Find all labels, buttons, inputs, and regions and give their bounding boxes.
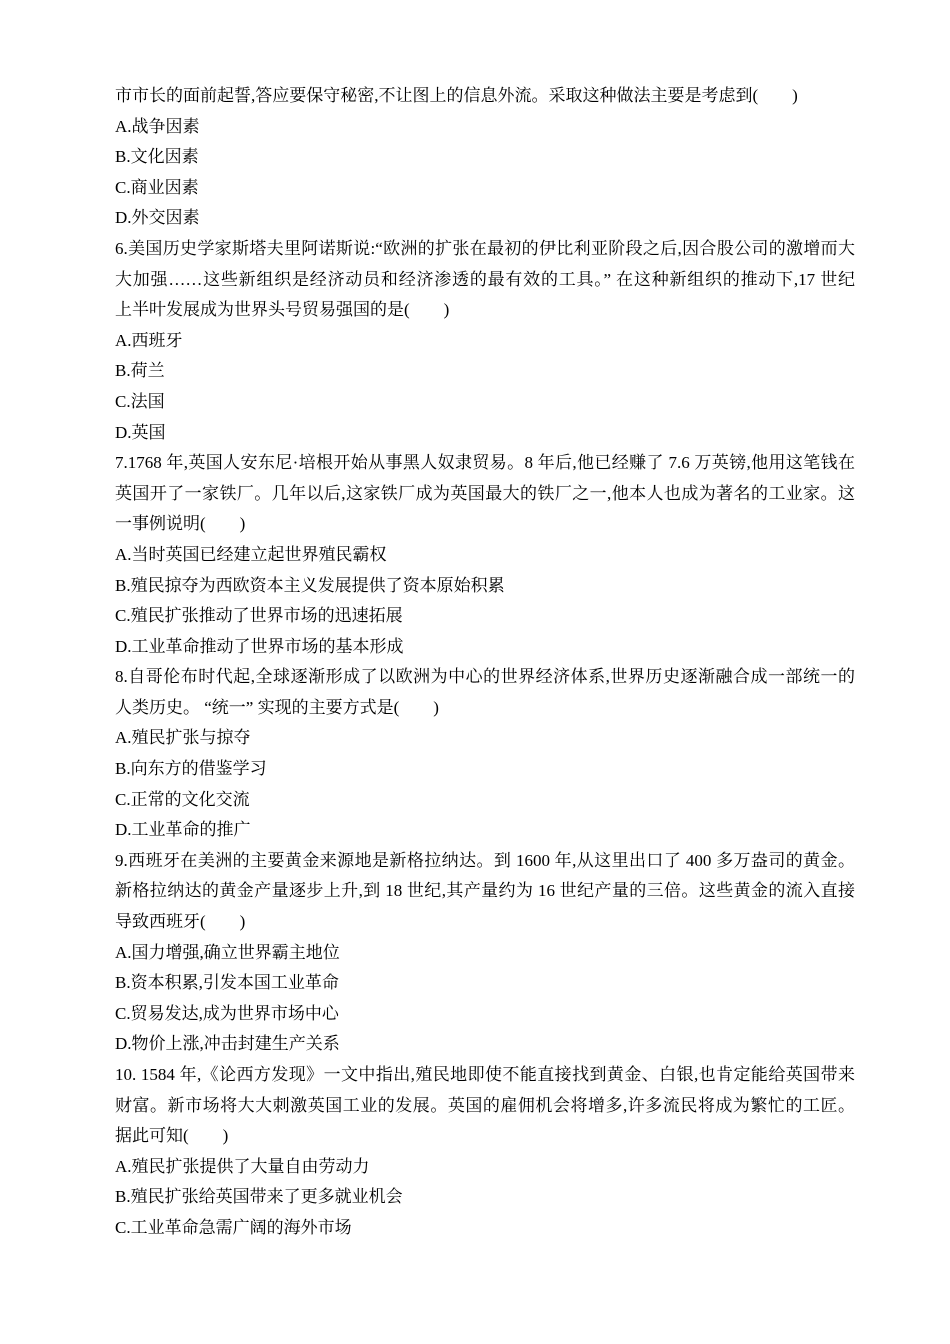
option-d: D.物价上涨,冲击封建生产关系 (115, 1034, 340, 1054)
question-stem-line: 人类历史。 “统一” 实现的主要方式是( ) (115, 697, 439, 717)
question-stem-line: 英国开了一家铁厂。几年以后,这家铁厂成为英国最大的铁厂之一,他本人也成为著名的工业家。这 (115, 483, 855, 503)
option-b: B.殖民扩张给英国带来了更多就业机会 (115, 1187, 403, 1207)
option-b: B.向东方的借鉴学习 (115, 759, 267, 779)
question-stem-line: 导致西班牙( ) (115, 912, 246, 932)
option-a: A.当时英国已经建立起世界殖民霸权 (115, 544, 387, 564)
option-d: D.工业革命的推广 (115, 820, 251, 840)
option-a: A.殖民扩张提供了大量自由劳动力 (115, 1156, 370, 1176)
option-a: A.战争因素 (115, 116, 200, 136)
question-stem-line: 据此可知( ) (115, 1126, 229, 1146)
question-stem-line: 8.自哥伦布时代起,全球逐渐形成了以欧洲为中心的世界经济体系,世界历史逐渐融合成一部统一的 (115, 667, 855, 687)
question-stem-line: 9.西班牙在美洲的主要黄金来源地是新格拉纳达。到 1600 年,从这里出口了 400 多万盎司的黄金。 (115, 850, 855, 870)
question-stem-line: 10. 1584 年,《论西方发现》一文中指出,殖民地即使不能直接找到黄金、白银,也肯定能给英国带来 (115, 1065, 855, 1084)
question-block-6 (115, 234, 855, 448)
option-c: C.殖民扩张推动了世界市场的迅速拓展 (115, 606, 403, 626)
option-d: D.外交因素 (115, 208, 200, 228)
question-stem-line: 上半叶发展成为世界头号贸易强国的是( ) (115, 300, 450, 320)
option-a: A.西班牙 (115, 330, 183, 350)
question-block-8 (115, 662, 855, 846)
option-d: D.工业革命推动了世界市场的基本形成 (115, 636, 404, 656)
option-b: B.资本积累,引发本国工业革命 (115, 973, 339, 993)
question-stem-line: 新格拉纳达的黄金产量逐步上升,到 18 世纪,其产量约为 16 世纪产量的三倍。这些黄金的流入直接 (115, 881, 855, 901)
option-b: B.荷兰 (115, 361, 165, 381)
question-block-7 (115, 448, 855, 662)
option-c: C.商业因素 (115, 177, 199, 197)
option-c: C.正常的文化交流 (115, 789, 250, 809)
option-a: A.国力增强,确立世界霸主地位 (115, 942, 340, 962)
question-stem-line: 6.美国历史学家斯塔夫里阿诺斯说:“欧洲的扩张在最初的伊比利亚阶段之后,因合股公司的激增而大 (115, 238, 855, 258)
question-stem-line: 大加强……这些新组织是经济动员和经济渗透的最有效的工具。” 在这种新组织的推动下,17 世纪 (115, 269, 855, 289)
option-a: A.殖民扩张与掠夺 (115, 728, 251, 748)
option-c: C.工业革命急需广阔的海外市场 (115, 1217, 352, 1237)
option-c: C.贸易发达,成为世界市场中心 (115, 1003, 339, 1023)
option-b: B.文化因素 (115, 147, 199, 167)
option-d: D.英国 (115, 422, 166, 442)
question-block-5-partial (115, 81, 855, 234)
question-stem-line: 7.1768 年,英国人安东尼·培根开始从事黑人奴隶贸易。8 年后,他已经赚了 7.6 万英镑,他用这笔钱在 (115, 453, 855, 473)
question-block-9 (115, 846, 855, 1060)
question-stem-line: 一事例说明( ) (115, 514, 246, 534)
question-stem-line: 市市长的面前起誓,答应要保守秘密,不让图上的信息外流。采取这种做法主要是考虑到( ) (115, 86, 798, 105)
option-b: B.殖民掠夺为西欧资本主义发展提供了资本原始积累 (115, 575, 505, 595)
question-block-10 (115, 1060, 855, 1244)
option-c: C.法国 (115, 391, 165, 411)
question-stem-line: 财富。新市场将大大刺激英国工业的发展。英国的雇佣机会将增多,许多流民将成为繁忙的工匠。 (115, 1095, 855, 1115)
